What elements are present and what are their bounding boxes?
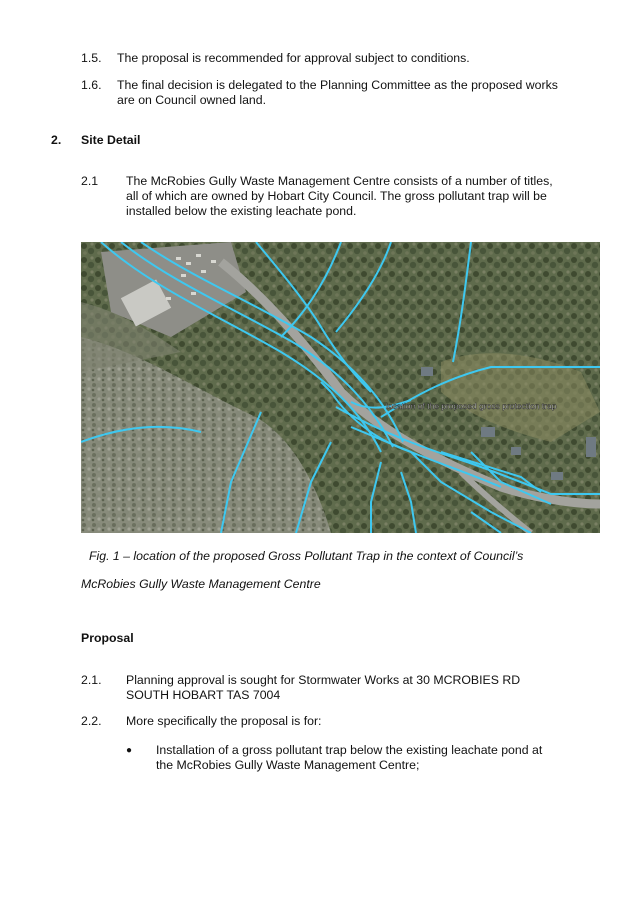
site-item-number: 2.1 — [81, 174, 99, 188]
item-text-1-6-line2: are on Council owned land. — [117, 93, 267, 107]
item-number-1-5: 1.5. — [81, 51, 102, 65]
figure-caption-line2: McRobies Gully Waste Management Centre — [81, 577, 321, 591]
bullet-text-line2: the McRobies Gully Waste Management Centre; — [156, 758, 420, 772]
proposal-item-text-1-line2: SOUTH HOBART TAS 7004 — [126, 688, 281, 702]
proposal-item-number-1: 2.1. — [81, 673, 102, 687]
item-text-1-5: The proposal is recommended for approval subject to conditions. — [117, 51, 470, 65]
section-title: Site Detail — [81, 133, 141, 147]
proposal-item-text-1-line1: Planning approval is sought for Stormwater Works at 30 MCROBIES RD — [126, 673, 521, 687]
item-text-1-6-line1: The final decision is delegated to the Planning Committee as the proposed works — [117, 78, 558, 92]
map-location-label: location of the proposed gross protection trap — [386, 401, 557, 411]
site-text-line1: The McRobies Gully Waste Management Centre consists of a number of titles, — [126, 174, 553, 188]
figure-caption-line1: Fig. 1 – location of the proposed Gross Pollutant Trap in the context of Council’s — [89, 549, 524, 563]
site-text-line3: installed below the existing leachate pond. — [126, 204, 357, 218]
bullet-text-line1: Installation of a gross pollutant trap below the existing leachate pond at — [156, 743, 543, 757]
site-text-line2: all of which are owned by Hobart City Council. The gross pollutant trap will be — [126, 189, 547, 203]
proposal-item-text-2: More specifically the proposal is for: — [126, 714, 322, 728]
bullet-icon: ● — [126, 745, 133, 756]
section-number: 2. — [51, 133, 62, 147]
item-number-1-6: 1.6. — [81, 78, 102, 92]
aerial-map-image — [81, 242, 600, 533]
proposal-heading: Proposal — [81, 631, 134, 645]
proposal-item-number-2: 2.2. — [81, 714, 102, 728]
